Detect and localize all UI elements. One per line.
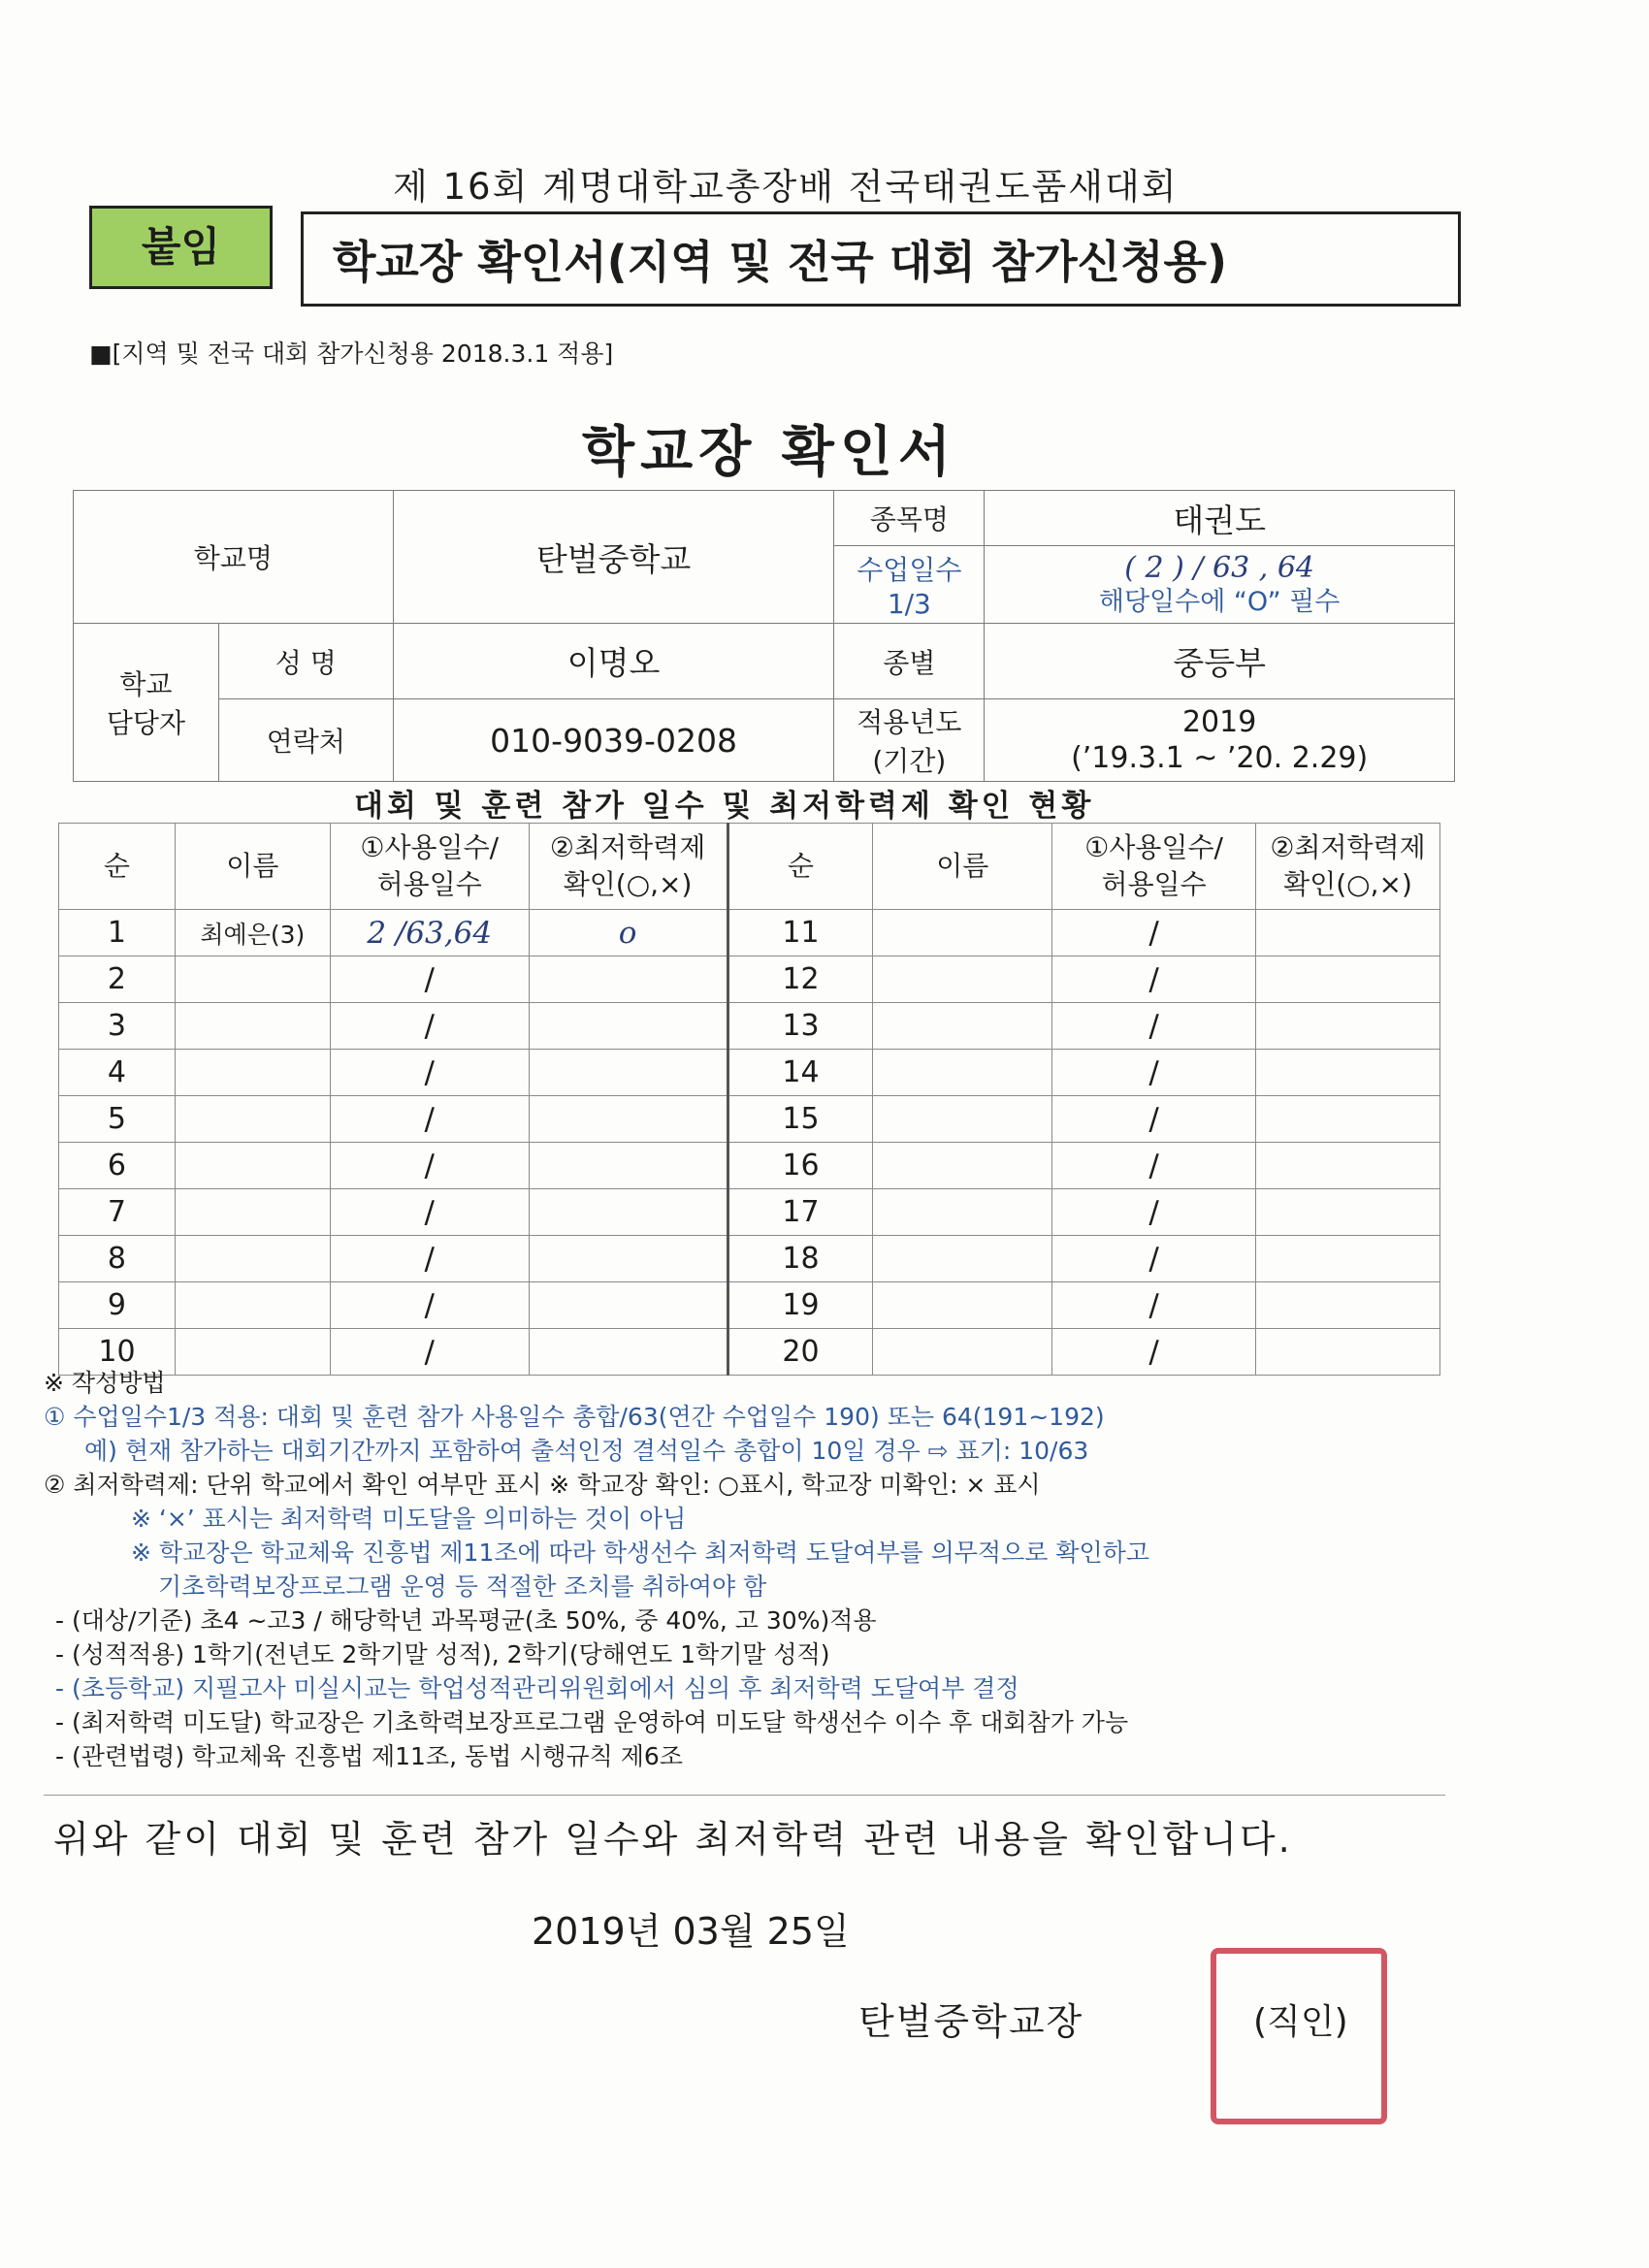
row-name (873, 1003, 1052, 1050)
instruction-note-1: ※ ‘×’ 표시는 최저학력 미도달을 의미하는 것이 아님 (131, 1505, 687, 1533)
row-check (529, 1236, 728, 1282)
row-name (873, 1236, 1052, 1282)
row-name (175, 1096, 330, 1143)
row-days: / (330, 1282, 529, 1329)
row-days: / (1052, 1282, 1256, 1329)
col-name-right: 이름 (873, 824, 1052, 910)
table-row (59, 956, 1440, 1003)
row-days: / (1052, 1189, 1256, 1236)
row-check (1256, 1003, 1440, 1050)
divider (44, 1795, 1445, 1796)
row-number: 18 (728, 1236, 873, 1282)
row-check (529, 1143, 728, 1189)
row-number: 12 (728, 956, 873, 1003)
col-no-right: 순 (728, 824, 873, 910)
instruction-item-1: ① 수업일수1/3 적용: 대회 및 훈련 참가 사용일수 총합/63(연간 수업일수 190) 또는 64(191~192) (44, 1403, 1105, 1431)
row-number: 7 (59, 1189, 176, 1236)
school-name-value: 탄벌중학교 (393, 491, 834, 624)
form-title: 학교장 확인서 (582, 421, 957, 484)
table-row (59, 1003, 1440, 1050)
row-name (175, 1050, 330, 1096)
phone-label: 연락처 (218, 699, 393, 782)
row-number: 16 (728, 1143, 873, 1189)
document-title: 학교장 확인서(지역 및 전국 대회 참가신청용) (301, 211, 1461, 307)
event-value: 태권도 (985, 491, 1455, 546)
row-number: 19 (728, 1282, 873, 1329)
row-days: / (330, 1143, 529, 1189)
row-days: / (330, 1236, 529, 1282)
row-number: 13 (728, 1003, 873, 1050)
row-days: / (1052, 1003, 1256, 1050)
class-days-note: 해당일수에 “O” 필수 (1098, 587, 1341, 618)
row-days: 2 /63,64 (330, 910, 529, 956)
attachment-badge: 붙임 (89, 206, 273, 289)
row-check (529, 1003, 728, 1050)
instruction-dash-4: - (최저학력 미도달) 학교장은 기초학력보장프로그램 운영하여 미도달 학생선수 이수 후 대회참가 가능 (55, 1708, 1129, 1736)
instruction-dash-3: - (초등학교) 지필고사 미실시교는 학업성적관리위원회에서 심의 후 최저학력 도달여부 결정 (55, 1674, 1019, 1702)
row-check (1256, 1282, 1440, 1329)
sign-date: 2019년 03월 25일 (532, 1910, 850, 1953)
row-number: 10 (59, 1329, 176, 1376)
row-days: / (330, 1050, 529, 1096)
row-check (1256, 1236, 1440, 1282)
row-number: 5 (59, 1096, 176, 1143)
class-days-label: 수업일수 1/3 (834, 546, 985, 624)
row-number: 6 (59, 1143, 176, 1189)
row-name: 최예은(3) (175, 910, 330, 956)
applies-note: ■[지역 및 전국 대회 참가신청용 2018.3.1 적용] (89, 340, 614, 368)
row-name (873, 1282, 1052, 1329)
table-row (59, 1236, 1440, 1282)
row-days: / (1052, 1329, 1256, 1376)
row-name (175, 1236, 330, 1282)
row-days: / (1052, 910, 1256, 956)
name-value: 이명오 (393, 624, 834, 699)
col-name-left: 이름 (175, 824, 330, 910)
row-days: / (330, 1329, 529, 1376)
apply-period-value: (’19.3.1 ~ ’20. 2.29) (1071, 741, 1369, 775)
row-name (873, 910, 1052, 956)
col-days-left: ①사용일수/ 허용일수 (330, 824, 529, 910)
row-name (873, 1050, 1052, 1096)
row-check (1256, 956, 1440, 1003)
event-label: 종목명 (834, 491, 985, 546)
instruction-note-2-cont: 기초학력보장프로그램 운영 등 적절한 조치를 취하여야 함 (158, 1572, 767, 1601)
instruction-dash-5: - (관련법령) 학교체육 진흥법 제11조, 동법 시행규칙 제6조 (55, 1742, 683, 1770)
row-check (1256, 1050, 1440, 1096)
row-days: / (330, 1003, 529, 1050)
seal-label: (직인) (1253, 2002, 1348, 2042)
row-name (175, 1189, 330, 1236)
class-days-cell (985, 546, 1455, 624)
row-check (1256, 1143, 1440, 1189)
col-days-right: ①사용일수/ 허용일수 (1052, 824, 1256, 910)
row-number: 4 (59, 1050, 176, 1096)
row-check (529, 1096, 728, 1143)
row-name (175, 956, 330, 1003)
row-number: 2 (59, 956, 176, 1003)
class-days-value: ( 2 ) / 63 , 64 (1124, 550, 1314, 585)
instructions-heading: ※ 작성방법 (44, 1369, 166, 1397)
row-check (1256, 1096, 1440, 1143)
instructions (44, 1366, 1440, 1773)
col-check-left: ②최저학력제 확인(○,×) (529, 824, 728, 910)
row-number: 15 (728, 1096, 873, 1143)
row-days: / (1052, 956, 1256, 1003)
row-name (175, 1143, 330, 1189)
row-number: 17 (728, 1189, 873, 1236)
table-row (59, 1189, 1440, 1236)
row-check (529, 956, 728, 1003)
row-name (873, 1143, 1052, 1189)
row-number: 20 (728, 1329, 873, 1376)
confirmation-text: 위와 같이 대회 및 훈련 참가 일수와 최저학력 관련 내용을 확인합니다. (53, 1818, 1293, 1861)
apply-year-cell (985, 699, 1455, 782)
table-row (59, 1282, 1440, 1329)
phone-value: 010-9039-0208 (393, 699, 834, 782)
row-days: / (330, 956, 529, 1003)
row-name (873, 956, 1052, 1003)
category-value: 중등부 (985, 624, 1455, 699)
row-days: / (330, 1189, 529, 1236)
instruction-item-1-example: 예) 현재 참가하는 대회기간까지 포함하여 출석인정 결석일수 총합이 10일 경우 ⇨ 표기: 10/63 (84, 1437, 1089, 1465)
attendance-table (58, 823, 1440, 1376)
instruction-item-2: ② 최저학력제: 단위 학교에서 확인 여부만 표시 ※ 학교장 확인: ○표시, 학교장 미확인: × 표시 (44, 1471, 1041, 1499)
school-name-label: 학교명 (74, 491, 394, 624)
col-no-left: 순 (59, 824, 176, 910)
row-number: 1 (59, 910, 176, 956)
row-days: / (1052, 1096, 1256, 1143)
row-check: o (529, 910, 728, 956)
table-row (59, 1050, 1440, 1096)
name-label: 성 명 (218, 624, 393, 699)
row-check (529, 1050, 728, 1096)
row-number: 3 (59, 1003, 176, 1050)
instruction-note-2: ※ 학교장은 학교체육 진흥법 제11조에 따라 학생선수 최저학력 도달여부를 의무적으로 확인하고 (131, 1539, 1149, 1567)
category-label: 종별 (834, 624, 985, 699)
row-check (1256, 1189, 1440, 1236)
row-number: 9 (59, 1282, 176, 1329)
row-check (529, 1282, 728, 1329)
row-number: 8 (59, 1236, 176, 1282)
instruction-dash-1: - (대상/기준) 초4 ~고3 / 해당학년 과목평균(초 50%, 중 40%, 고 30%)적용 (55, 1606, 877, 1635)
status-title: 대회 및 훈련 참가 일수 및 최저학력제 확인 현황 (354, 789, 1095, 824)
row-number: 11 (728, 910, 873, 956)
row-days: / (1052, 1236, 1256, 1282)
col-check-right: ②최저학력제 확인(○,×) (1256, 824, 1440, 910)
event-title: 제 16회 계명대학교총장배 전국태권도품새대회 (393, 166, 1179, 208)
row-name (873, 1189, 1052, 1236)
apply-year-label: 적용년도 (기간) (834, 699, 985, 782)
apply-year-value: 2019 (1181, 704, 1257, 739)
row-name (175, 1003, 330, 1050)
row-days: / (330, 1096, 529, 1143)
row-name (873, 1096, 1052, 1143)
row-name (175, 1282, 330, 1329)
principal-signature: 탄벌중학교장 (858, 2000, 1084, 2043)
school-info-table (73, 490, 1455, 782)
table-row (59, 1096, 1440, 1143)
contact-person-label: 학교 담당자 (74, 624, 219, 782)
table-row (59, 1143, 1440, 1189)
row-check (1256, 910, 1440, 956)
instruction-dash-2: - (성적적용) 1학기(전년도 2학기말 성적), 2학기(당해연도 1학기말 성적) (55, 1640, 830, 1669)
row-days: / (1052, 1050, 1256, 1096)
row-number: 14 (728, 1050, 873, 1096)
row-days: / (1052, 1143, 1256, 1189)
row-check (529, 1189, 728, 1236)
table-row (59, 910, 1440, 956)
